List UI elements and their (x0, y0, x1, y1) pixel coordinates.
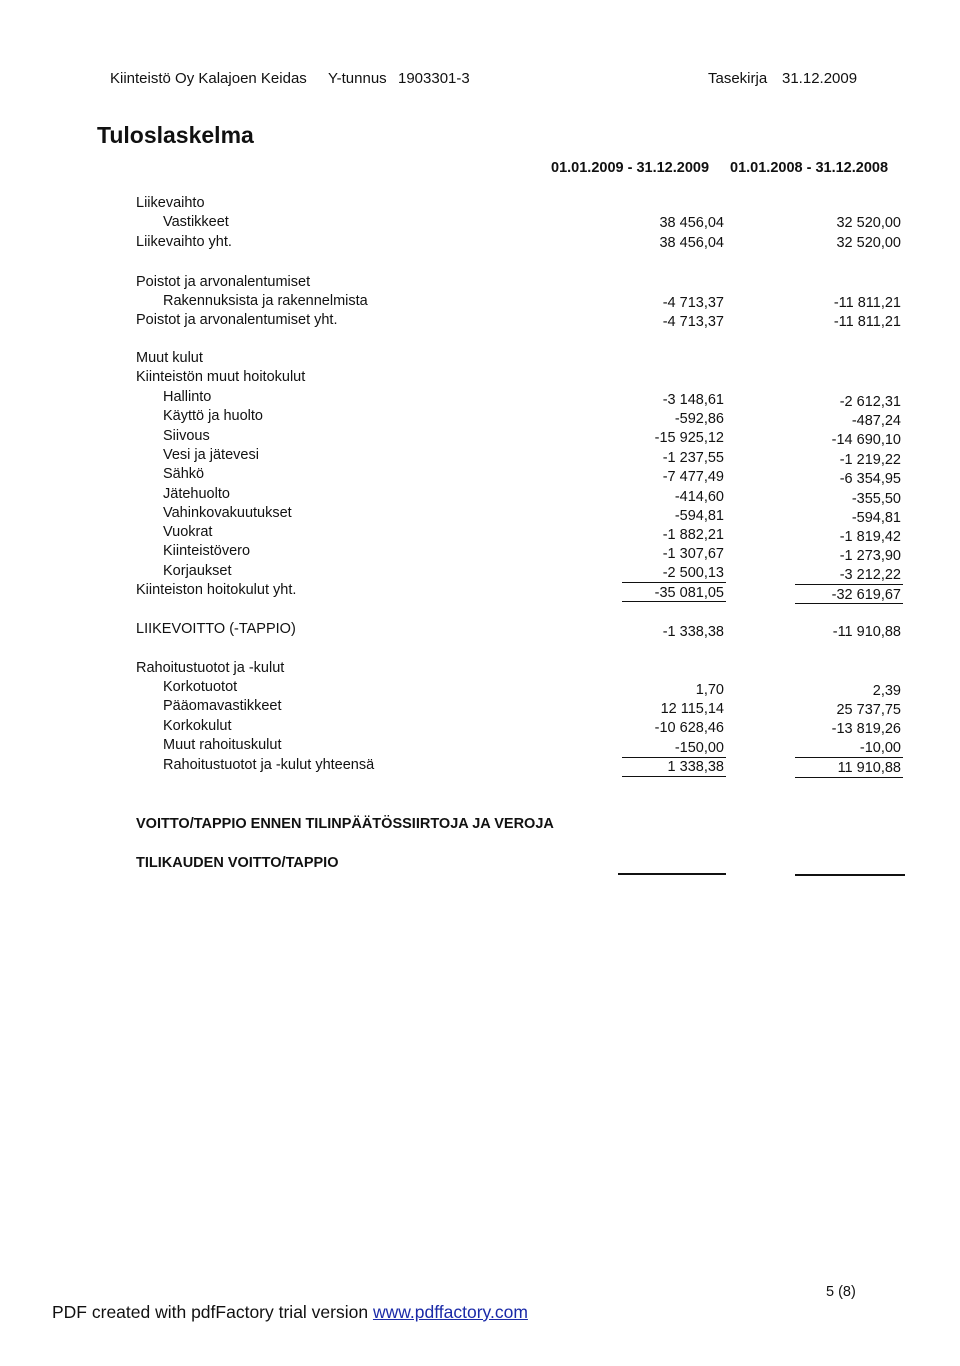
row-label-hallinto: Hallinto (163, 389, 212, 405)
value-2009-vastikkeet: 38 456,04 (659, 215, 724, 231)
rahoitus-total-rule-2008 (795, 777, 903, 778)
value-2008-muut-rahoituskulut: -10,00 (859, 740, 901, 756)
value-2009-liikevaihto-yht: 38 456,04 (659, 235, 724, 251)
value-2009-paaomavastikkeet: 12 115,14 (660, 701, 724, 717)
value-2008-jatehuolto: -355,50 (851, 491, 901, 507)
value-2008-hallinto: -2 612,31 (839, 394, 901, 410)
value-2008-liikevoitto: -11 910,88 (832, 624, 901, 640)
section-label-poistot: Poistot ja arvonalentumiset (136, 274, 311, 290)
value-2008-vesi: -1 219,22 (839, 452, 901, 468)
row-label-korjaukset: Korjaukset (163, 563, 232, 579)
row-label-rakennuksista: Rakennuksista ja rakennelmista (163, 293, 368, 309)
row-label-muut-rahoituskulut: Muut rahoituskulut (163, 737, 282, 753)
value-2008-sahko: -6 354,95 (839, 471, 901, 487)
value-2009-rakennuksista: -4 713,37 (662, 295, 724, 311)
value-2009-vesi: -1 237,55 (662, 450, 724, 466)
business-id-label: Y-tunnus (328, 70, 387, 87)
value-2009-rahoitus-yht: 1 338,38 (667, 759, 724, 775)
section-label-muut-kulut: Muut kulut (136, 350, 203, 366)
footer-link[interactable]: www.pdffactory.com (372, 1302, 528, 1322)
value-2009-korkokulut: -10 628,46 (654, 720, 724, 736)
subtotal-rule-2008 (795, 584, 903, 585)
company-name: Kiinteistö Oy Kalajoen Keidas (110, 70, 307, 87)
value-2008-vahinkovakuutukset: -594,81 (851, 510, 901, 526)
footer-text: PDF created with pdfFactory trial version (52, 1302, 373, 1322)
value-2008-kiinteistovero: -1 273,90 (839, 548, 901, 564)
value-2008-liikevaihto-yht: 32 520,00 (836, 235, 901, 251)
value-2008-vuokrat: -1 819,42 (839, 529, 901, 545)
row-label-voitto-ennen: VOITTO/TAPPIO ENNEN TILINPÄÄTÖSSIIRTOJA JA VEROJA (136, 816, 554, 832)
value-2008-hoitokulut-yht: -32 619,67 (831, 587, 901, 603)
row-label-vastikkeet: Vastikkeet (163, 214, 229, 230)
row-label-kiinteistovero: Kiinteistövero (163, 543, 251, 559)
row-label-vesi: Vesi ja jätevesi (163, 447, 259, 463)
column-header-2008: 01.01.2008 - 31.12.2008 (730, 160, 889, 176)
row-label-korkotuotot: Korkotuotot (163, 679, 238, 695)
business-id: 1903301-3 (398, 70, 470, 87)
value-2009-vuokrat: -1 882,21 (662, 527, 724, 543)
pdf-footer (52, 1302, 528, 1323)
value-2008-paaomavastikkeet: 25 737,75 (836, 702, 901, 718)
rahoitus-rule-2008 (795, 757, 903, 758)
value-2008-korkokulut: -13 819,26 (831, 721, 901, 737)
section-label-rahoitus: Rahoitustuotot ja -kulut (136, 660, 285, 676)
row-label-sahko: Sähkö (163, 466, 205, 482)
value-2009-siivous: -15 925,12 (654, 430, 724, 446)
value-2008-poistot-yht: -11 811,21 (833, 314, 901, 330)
value-2009-muut-rahoituskulut: -150,00 (674, 740, 724, 756)
row-label-jatehuolto: Jätehuolto (163, 486, 230, 502)
row-label-liikevoitto: LIIKEVOITTO (-TAPPIO) (136, 621, 296, 637)
section-label-kiinteiston-muut: Kiinteistön muut hoitokulut (136, 369, 306, 385)
row-label-liikevaihto-yht: Liikevaihto yht. (136, 234, 232, 250)
row-label-vahinkovakuutukset: Vahinkovakuutukset (163, 505, 292, 521)
value-2009-liikevoitto: -1 338,38 (662, 624, 724, 640)
value-2009-vahinkovakuutukset: -594,81 (674, 508, 724, 524)
row-label-kaytto: Käyttö ja huolto (163, 408, 263, 424)
value-2008-vastikkeet: 32 520,00 (836, 215, 901, 231)
row-label-hoitokulut-yht: Kiinteiston hoitokulut yht. (136, 582, 297, 598)
total-rule-2008 (795, 603, 903, 604)
value-2009-sahko: -7 477,49 (662, 469, 724, 485)
column-header-2009: 01.01.2009 - 31.12.2009 (551, 160, 710, 176)
value-2009-kaytto: -592,86 (674, 411, 724, 427)
row-label-tilikauden: TILIKAUDEN VOITTO/TAPPIO (136, 855, 339, 871)
rahoitus-rule-2009 (622, 757, 726, 758)
row-label-vuokrat: Vuokrat (163, 524, 213, 540)
page-number: 5 (8) (826, 1284, 856, 1300)
value-2009-hoitokulut-yht: -35 081,05 (654, 585, 724, 601)
value-2008-korjaukset: -3 212,22 (839, 567, 901, 583)
section-label-liikevaihto: Liikevaihto (136, 195, 205, 211)
row-label-paaomavastikkeet: Pääomavastikkeet (163, 698, 282, 714)
final-rule-2008 (795, 874, 905, 876)
page-title: Tuloslaskelma (97, 122, 254, 148)
value-2009-kiinteistovero: -1 307,67 (662, 546, 724, 562)
value-2008-rakennuksista: -11 811,21 (833, 295, 901, 311)
final-rule-2009 (618, 873, 726, 875)
row-label-rahoitus-yht: Rahoitustuotot ja -kulut yhteensä (163, 757, 375, 773)
value-2008-rahoitus-yht: 11 910,88 (837, 760, 901, 776)
value-2009-korjaukset: -2 500,13 (662, 565, 724, 581)
rahoitus-total-rule-2009 (622, 776, 726, 777)
value-2009-poistot-yht: -4 713,37 (662, 314, 724, 330)
row-label-poistot-yht: Poistot ja arvonalentumiset yht. (136, 312, 338, 328)
book-label: Tasekirja (708, 70, 768, 87)
value-2009-jatehuolto: -414,60 (674, 489, 724, 505)
value-2008-siivous: -14 690,10 (831, 432, 901, 448)
subtotal-rule-2009 (622, 582, 726, 583)
book-date: 31.12.2009 (782, 70, 858, 87)
total-rule-2009 (622, 601, 726, 602)
value-2008-korkotuotot: 2,39 (872, 683, 901, 699)
value-2008-kaytto: -487,24 (851, 413, 901, 429)
row-label-siivous: Siivous (163, 428, 210, 444)
row-label-korkokulut: Korkokulut (163, 718, 232, 734)
value-2009-korkotuotot: 1,70 (695, 682, 724, 698)
value-2009-hallinto: -3 148,61 (662, 392, 724, 408)
